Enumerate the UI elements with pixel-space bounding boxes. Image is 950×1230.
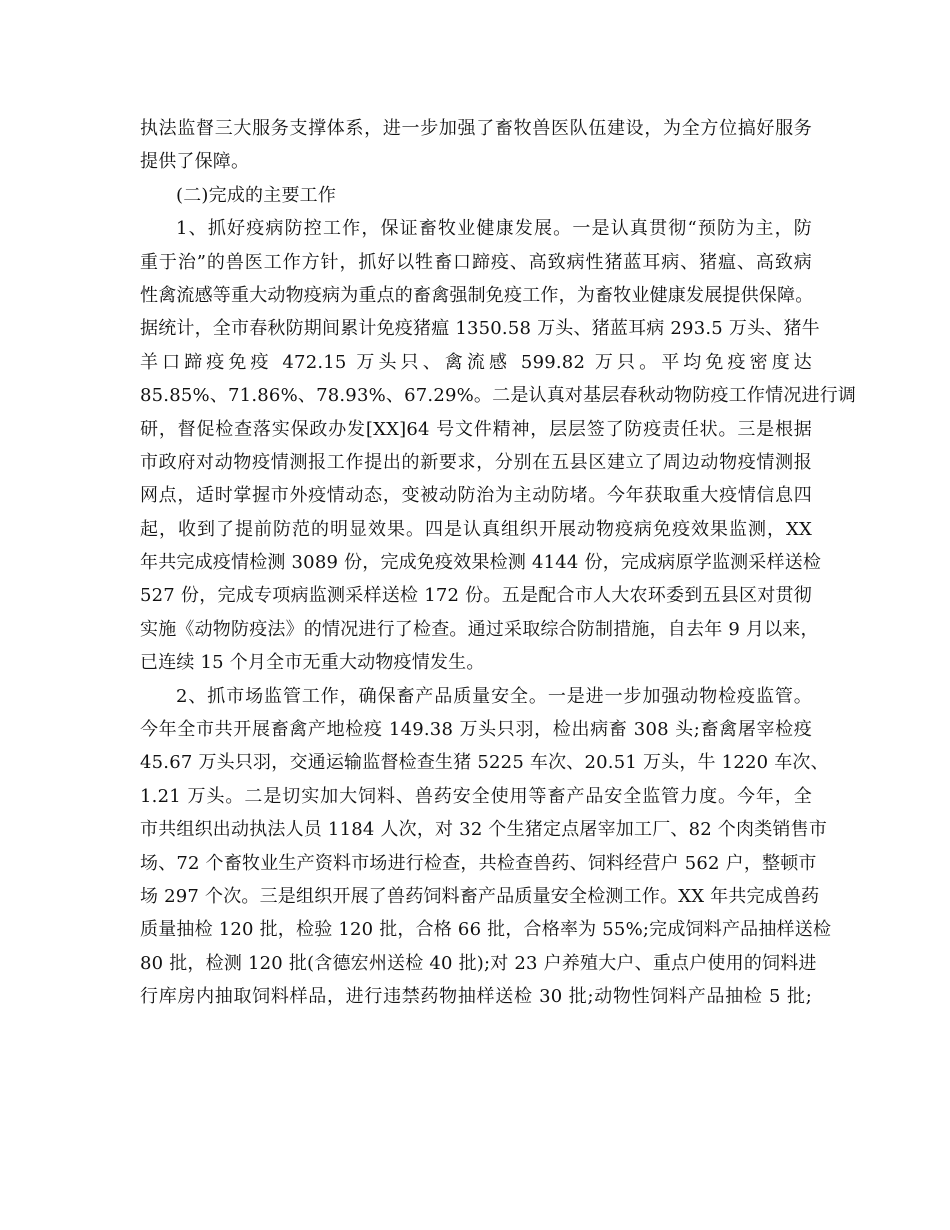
text-line: 今年全市共开展畜禽产地检疫 149.38 万头只羽，检出病畜 308 头;畜禽屠宰检疫 bbox=[140, 719, 812, 741]
text-line: 羊口蹄疫免疫 472.15 万头只、禽流感 599.82 万只。平均免疫密度达 bbox=[140, 351, 812, 373]
text-line: 网点，适时掌握市外疫情动态，变被动防治为主动防堵。今年获取重大疫情信息四 bbox=[140, 485, 812, 507]
text-line: 1、抓好疫病防控工作，保证畜牧业健康发展。一是认真贯彻“预防为主，防 bbox=[176, 218, 812, 240]
text-line: 1.21 万头。二是切实加大饲料、兽药安全使用等畜产品安全监管力度。今年，全 bbox=[140, 785, 812, 807]
text-line: 已连续 15 个月全市无重大动物疫情发生。 bbox=[140, 652, 485, 674]
text-line: 性禽流感等重大动物疫病为重点的畜禽强制免疫工作，为畜牧业健康发展提供保障。 bbox=[140, 284, 814, 306]
text-line: 行库房内抽取饲料样品，进行违禁药物抽样送检 30 批;动物性饲料产品抽检 5 批; bbox=[140, 986, 812, 1008]
text-line: 2、抓市场监管工作，确保畜产品质量安全。一是进一步加强动物检疫监管。 bbox=[176, 685, 812, 707]
text-line: 场、72 个畜牧业生产资料市场进行检查，共检查兽药、饲料经营户 562 户，整顿市 bbox=[140, 852, 817, 874]
text-line: 市政府对动物疫情测报工作提出的新要求，分别在五县区建立了周边动物疫情测报 bbox=[140, 451, 812, 473]
document-body bbox=[140, 112, 857, 1014]
text-line: 提供了保障。 bbox=[140, 151, 250, 173]
text-line: 执法监督三大服务支撑体系，进一步加强了畜牧兽医队伍建设，为全方位搞好服务 bbox=[140, 118, 812, 139]
text-line: 据统计，全市春秋防期间累计免疫猪瘟 1350.58 万头、猪蓝耳病 293.5 万头、猪牛 bbox=[140, 318, 820, 340]
text-line: 市共组织出动执法人员 1184 人次，对 32 个生猪定点屠宰加工厂、82 个肉类销售市 bbox=[140, 819, 828, 841]
text-line: 85.85%、71.86%、78.93%、67.29%。二是认真对基层春秋动物防疫工作情况进行调 bbox=[140, 385, 857, 407]
text-line: 研，督促检查落实保政办发[XX]64 号文件精神，层层签了防疫责任状。三是根据 bbox=[140, 418, 812, 440]
text-line: 80 批，检测 120 批(含德宏州送检 40 批);对 23 户养殖大户、重点户使用的饲料进 bbox=[140, 952, 817, 974]
section-heading: (二)完成的主要工作 bbox=[176, 184, 337, 206]
text-line: 起，收到了提前防范的明显效果。四是认真组织开展动物疫病免疫效果监测，XX bbox=[140, 518, 812, 540]
text-line: 质量抽检 120 批，检验 120 批，合格 66 批，合格率为 55%;完成饲料产品抽样送检 bbox=[140, 919, 832, 941]
text-line: 年共完成疫情检测 3089 份，完成免疫效果检测 4144 份，完成病原学监测采样送检 bbox=[140, 552, 822, 574]
text-line: 527 份，完成专项病监测采样送检 172 份。五是配合市人大农环委到五县区对贯彻 bbox=[140, 585, 812, 607]
text-line: 场 297 个次。三是组织开展了兽药饲料畜产品质量安全检测工作。XX 年共完成兽药 bbox=[140, 885, 820, 907]
text-line: 实施《动物防疫法》的情况进行了检查。通过采取综合防制措施，自去年 9 月以来， bbox=[140, 618, 819, 640]
text-line: 重于治”的兽医工作方针，抓好以牲畜口蹄疫、高致病性猪蓝耳病、猪瘟、高致病 bbox=[140, 251, 812, 273]
text-line: 45.67 万头只羽，交通运输监督检查生猪 5225 车次、20.51 万头，牛 1220 车次、 bbox=[140, 752, 829, 774]
